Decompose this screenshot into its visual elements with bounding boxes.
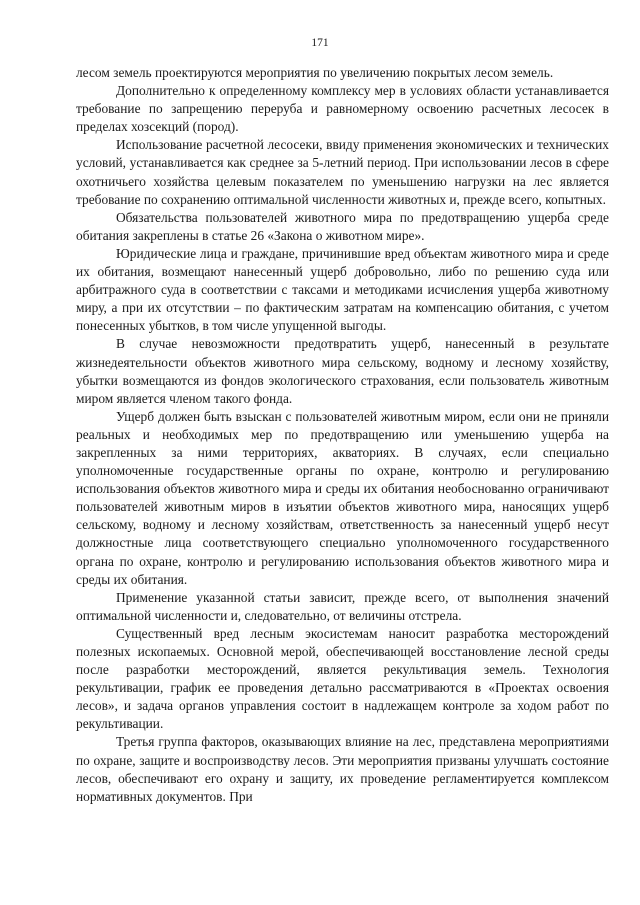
- paragraph-7: Ущерб должен быть взыскан с пользователей животным миром, если они не приняли реальных и необходимых мер по предотвращению или уменьшению ущерба на закрепленных за ними территориях, акваториях. В случаях, если специально уполномоченные государственные органы по охране, контролю и регулированию использования объектов животного мира и среды их обитания необоснованно ограничивают пользователей животным миров в изъятии объектов животного мира, наносящих ущерб сельскому, водному и лесному хозяйствам, ответственность за нанесенный ущерб несут должностные лица соответствующего специально уполномоченного государственного органа по охране, контролю и регулированию использования объектов животного мира и среды их обитания.: [76, 408, 609, 587]
- paragraph-4: Обязательства пользователей животного мира по предотвращению ущерба среде обитания закреплены в статье 26 «Закона о животном мире».: [76, 209, 609, 243]
- paragraph-2: Дополнительно к определенному комплексу мер в условиях области устанавливается требование по запрещению переруба и равномерному освоению расчетных лесосек в пределах хозсекций (пород).: [76, 83, 609, 135]
- page-number: 171: [311, 37, 329, 49]
- paragraph-5: Юридические лица и граждане, причинившие вред объектам животного мира и среде их обитания, возмещают нанесенный ущерб добровольно, либо по решению суда или арбитражного суда в соответствии с таксами и методиками исчисления ущерба животному миру, а при их отсутствии – по фактическим затратам на компенсацию обитания, с учетом понесенных убытков, в том числе упущенной выгоды.: [76, 245, 609, 334]
- paragraph-1: лесом земель проектируются мероприятия по увеличению покрытых лесом земель.: [76, 65, 554, 80]
- body-text: [76, 64, 609, 806]
- paragraph-6: В случае невозможности предотвратить ущерб, нанесенный в результате жизнедеятельности объектов животного мира сельскому, водному и лесному хозяйству, убытки возмещаются из фондов экологического страхования, если пользователь животным миром является членом такого фонда.: [76, 336, 609, 406]
- paragraph-3: Использование расчетной лесосеки, ввиду применения экономических и технических условий, устанавливается как среднее за 5-летний период. При использовании лесов в сфере охотничьего хозяйства целевым показателем по уменьшению нагрузки на лес является требование по сохранению оптимальной численности животных и, прежде всего, копытных.: [76, 137, 609, 207]
- paragraph-10: Третья группа факторов, оказывающих влияние на лес, представлена мероприятиями по охране, защите и воспроизводству лесов. Эти мероприятия призваны улучшать состояние лесов, обеспечивают его охрану и защиту, их проведение регламентируется комплексом нормативных документов. При: [76, 734, 609, 804]
- paragraph-8: Применение указанной статьи зависит, прежде всего, от выполнения значений оптимальной численности и, следовательно, от величины отстрела.: [76, 589, 609, 623]
- paragraph-9: Существенный вред лесным экосистемам наносит разработка месторождений полезных ископаемых. Основной мерой, обеспечивающей восстановление лесной среды после разработки месторождений, является рекультивация земель. Технология рекультивации, график ее проведения детально рассматриваются в «Проектах освоения лесов», и задача органов управления состоит в надлежащем контроле за ходом работ по рекультивации.: [76, 625, 609, 732]
